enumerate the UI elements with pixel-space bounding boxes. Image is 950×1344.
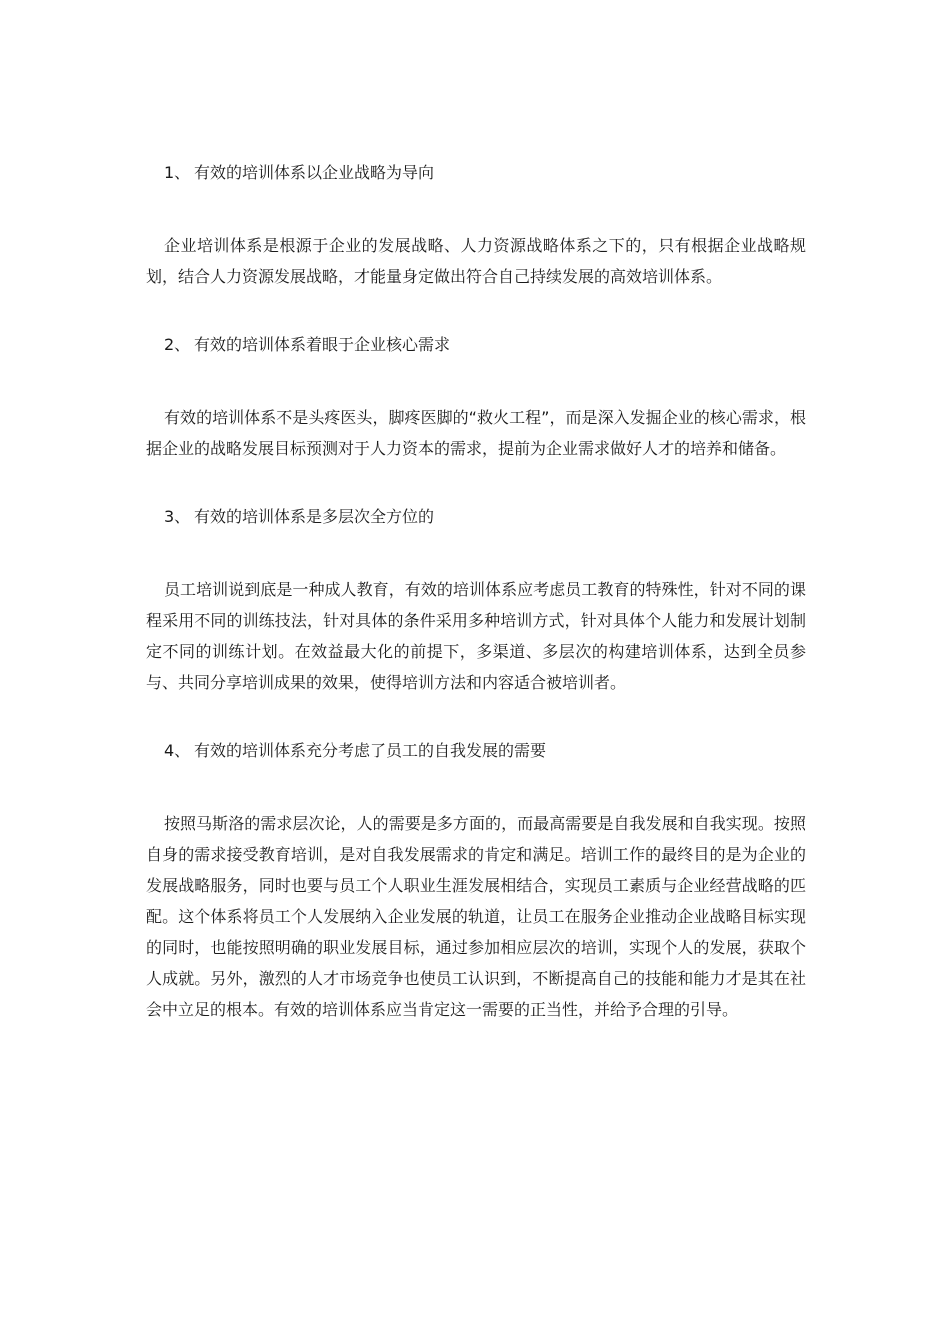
section-2-heading [146,330,806,360]
section-2-body: 有效的培训体系不是头疼医头，脚疼医脚的“救火工程”，而是深入发掘企业的核心需求，根据企业的战略发展目标预测对于人力资本的需求，提前为企业需求做好人才的培养和储备。 [146,408,806,458]
section-4-title: 有效的培训体系充分考虑了员工的自我发展的需要 [194,741,547,760]
section-4-number: 4、 [164,741,191,760]
section-3-body: 员工培训说到底是一种成人教育，有效的培训体系应考虑员工教育的特殊性，针对不同的课程采用不同的训练技法，针对具体的条件采用多种培训方式，针对具体个人能力和发展计划制定不同的训练计划。在效益最大化的前提下，多渠道、多层次的构建培训体系，达到全员参与、共同分享培训成果的效果，使得培训方法和内容适合被培训者。 [146,580,806,692]
section-1-body: 企业培训体系是根源于企业的发展战略、人力资源战略体系之下的，只有根据企业战略规划，结合人力资源发展战略，才能量身定做出符合自己持续发展的高效培训体系。 [146,236,806,286]
section-3-title: 有效的培训体系是多层次全方位的 [194,507,435,526]
section-3-heading [146,502,806,532]
section-1-number: 1、 [164,163,191,182]
section-4-heading [146,736,806,766]
section-2-number: 2、 [164,335,191,354]
document-content [146,158,806,1025]
section-1-title: 有效的培训体系以企业战略为导向 [194,163,435,182]
section-1-heading [146,158,806,188]
section-2-title: 有效的培训体系着眼于企业核心需求 [194,335,451,354]
section-4-body: 按照马斯洛的需求层次论，人的需要是多方面的，而最高需要是自我发展和自我实现。按照自身的需求接受教育培训，是对自我发展需求的肯定和满足。培训工作的最终目的是为企业的发展战略服务，同时也要与员工个人职业生涯发展相结合，实现员工素质与企业经营战略的匹配。这个体系将员工个人发展纳入企业发展的轨道，让员工在服务企业推动企业战略目标实现的同时，也能按照明确的职业发展目标，通过参加相应层次的培训，实现个人的发展，获取个人成就。另外，激烈的人才市场竞争也使员工认识到，不断提高自己的技能和能力才是其在社会中立足的根本。有效的培训体系应当肯定这一需要的正当性，并给予合理的引导。 [146,814,806,1019]
section-3-number: 3、 [164,507,191,526]
